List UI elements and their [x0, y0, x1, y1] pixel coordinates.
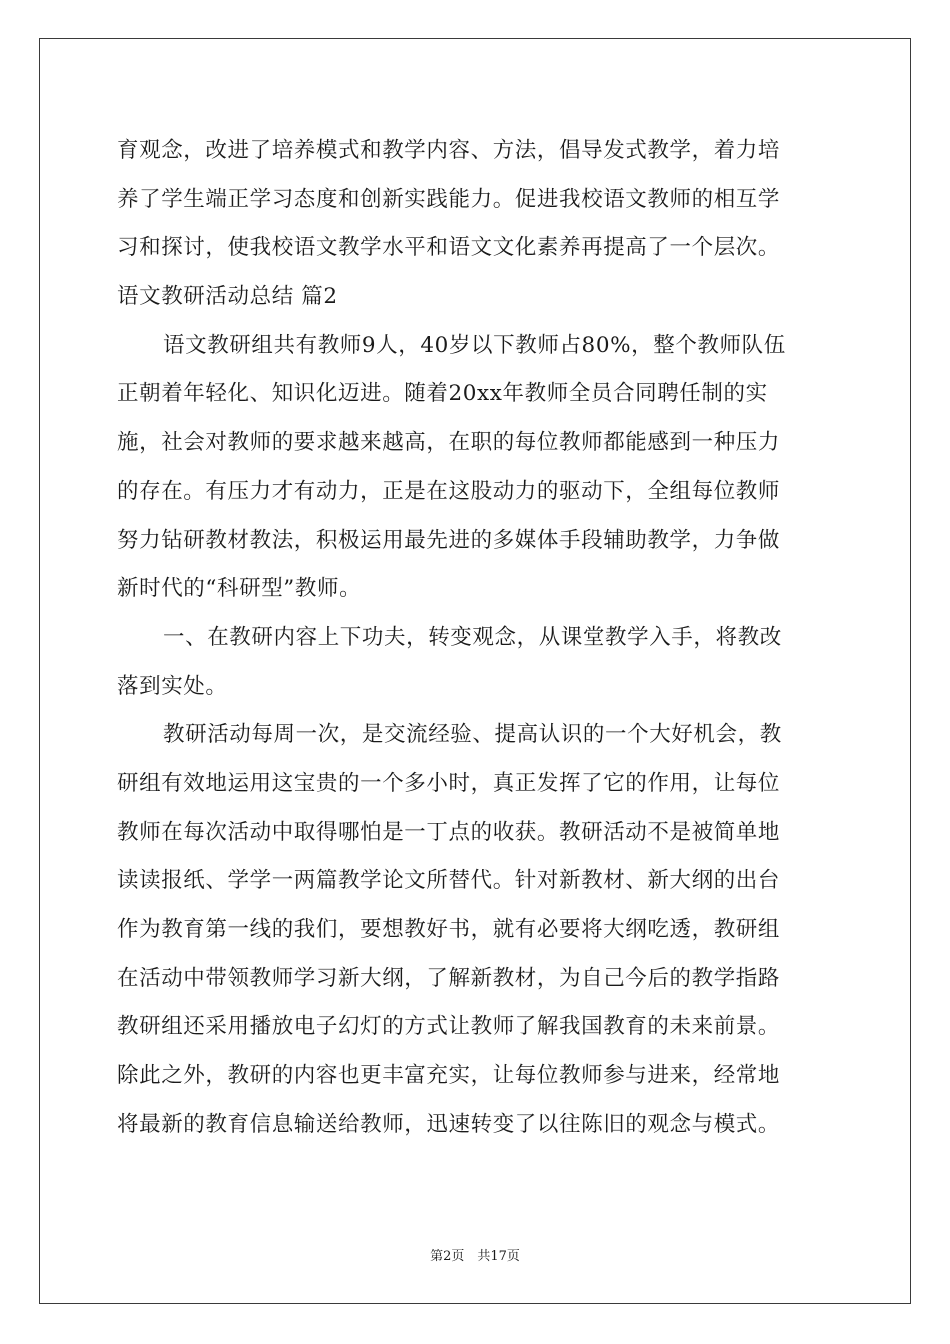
body-line: 教师在每次活动中取得哪怕是一丁点的收获。教研活动不是被简单地: [117, 819, 781, 845]
body-line: 施，社会对教师的要求越来越高，在职的每位教师都能感到一种压力: [117, 430, 781, 456]
body-line: 读读报纸、学学一两篇教学论文所替代。针对新教材、新大纲的出台: [117, 868, 781, 894]
section-heading: 语文教研活动总结 篇2: [117, 284, 338, 310]
body-line: 正朝着年轻化、知识化迈进。随着20xx年教师全员合同聘任制的实: [117, 381, 768, 407]
body-line: 教研组还采用播放电子幻灯的方式让教师了解我国教育的未来前景。: [117, 1014, 781, 1040]
body-line: 育观念，改进了培养模式和教学内容、方法，倡导发式教学，着力培: [117, 138, 781, 163]
body-line: 在活动中带领教师学习新大纲，了解新教材，为自己今后的教学指路: [117, 965, 781, 991]
body-line: 习和探讨，使我校语文教学水平和语文文化素养再提高了一个层次。: [117, 235, 781, 261]
document-body: [117, 127, 833, 1149]
body-line: 的存在。有压力才有动力，正是在这股动力的驱动下，全组每位教师: [117, 478, 781, 504]
paragraph-start-line: 语文教研组共有教师9人，40岁以下教师占80%，整个教师队伍: [163, 332, 786, 358]
body-line: 养了学生端正学习态度和创新实践能力。促进我校语文教师的相互学: [117, 186, 781, 212]
body-line: 除此之外，教研的内容也更丰富充实，让每位教师参与进来，经常地: [117, 1063, 781, 1089]
page-number-footer: 第2页 共17页: [430, 1249, 520, 1264]
body-line: 落到实处。: [117, 673, 228, 699]
paragraph-start-line: 教研活动每周一次，是交流经验、提高认识的一个大好机会，教: [163, 722, 782, 748]
body-line: 将最新的教育信息输送给教师，迅速转变了以往陈旧的观念与模式。: [117, 1111, 781, 1137]
body-line: 研组有效地运用这宝贵的一个多小时，真正发挥了它的作用，让每位: [117, 770, 781, 796]
paragraph-start-line: 一、在教研内容上下功夫，转变观念，从课堂教学入手，将教改: [163, 624, 782, 650]
body-line: 新时代的“科研型”教师。: [117, 576, 362, 602]
body-line: 努力钻研教材教法，积极运用最先进的多媒体手段辅助教学，力争做: [117, 527, 781, 553]
body-line: 作为教育第一线的我们，要想教好书，就有必要将大纲吃透，教研组: [117, 917, 781, 942]
